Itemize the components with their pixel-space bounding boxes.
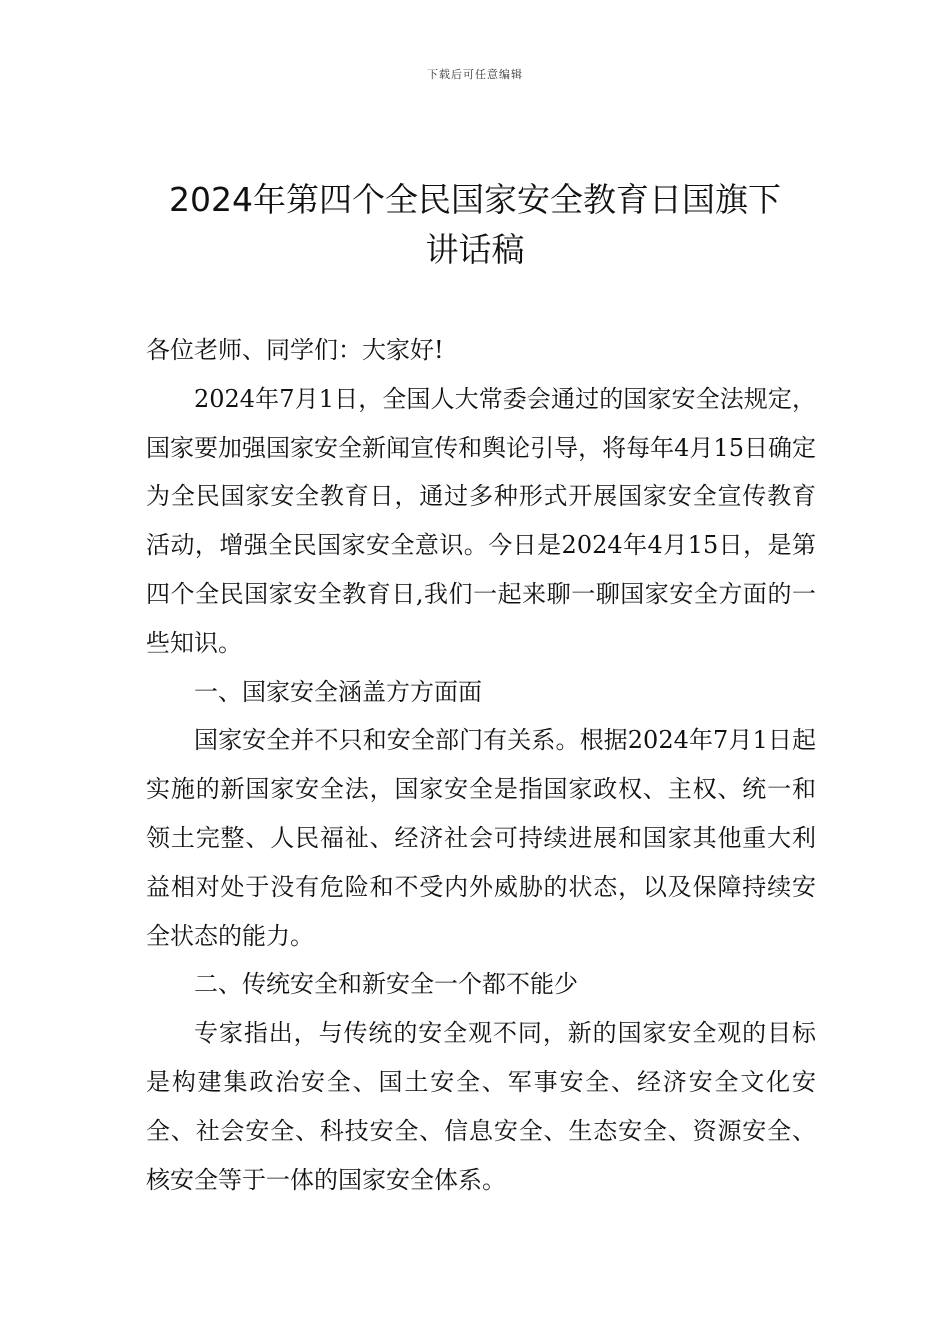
greeting: 各位老师、同学们：大家好! <box>146 336 444 364</box>
paragraph-section-2: 专家指出，与传统的安全观不同，新的国家安全观的目标是构建集政治安全、国土安全、军事安全、经济安全文化安全、社会安全、科技安全、信息安全、生态安全、资源安全、核安全等于一体的国家安全体系。 <box>146 1019 816 1194</box>
title-line-2: 讲话稿 <box>425 230 525 269</box>
paragraph-intro: 2024年7月1日，全国人大常委会通过的国家安全法规定，国家要加强国家安全新闻宣传和舆论引导，将每年4月15日确定为全民国家安全教育日，通过多种形式开展国家安全宣传教育活动，增强全民国家安全意识。今日是2024年4月15日，是第四个全民国家安全教育日,我们一起来聊一聊国家安全方面的一些知识。 <box>146 384 816 657</box>
section-heading-1: 一、国家安全涵盖方方面面 <box>194 677 482 706</box>
paragraph-section-1: 国家安全并不只和安全部门有关系。根据2024年7月1日起实施的新国家安全法，国家安全是指国家政权、主权、统一和领土完整、人民福祉、经济社会可持续进展和国家其他重大利益相对处于没有危险和不受内外威胁的状态，以及保障持续安全状态的能力。 <box>146 726 816 950</box>
title-line-1: 2024年第四个全民国家安全教育日国旗下 <box>169 180 781 219</box>
document-body <box>146 326 816 1204</box>
header-note: 下载后可任意编辑 <box>427 68 523 81</box>
section-heading-2: 二、传统安全和新安全一个都不能少 <box>194 970 578 999</box>
document-title <box>100 175 850 275</box>
